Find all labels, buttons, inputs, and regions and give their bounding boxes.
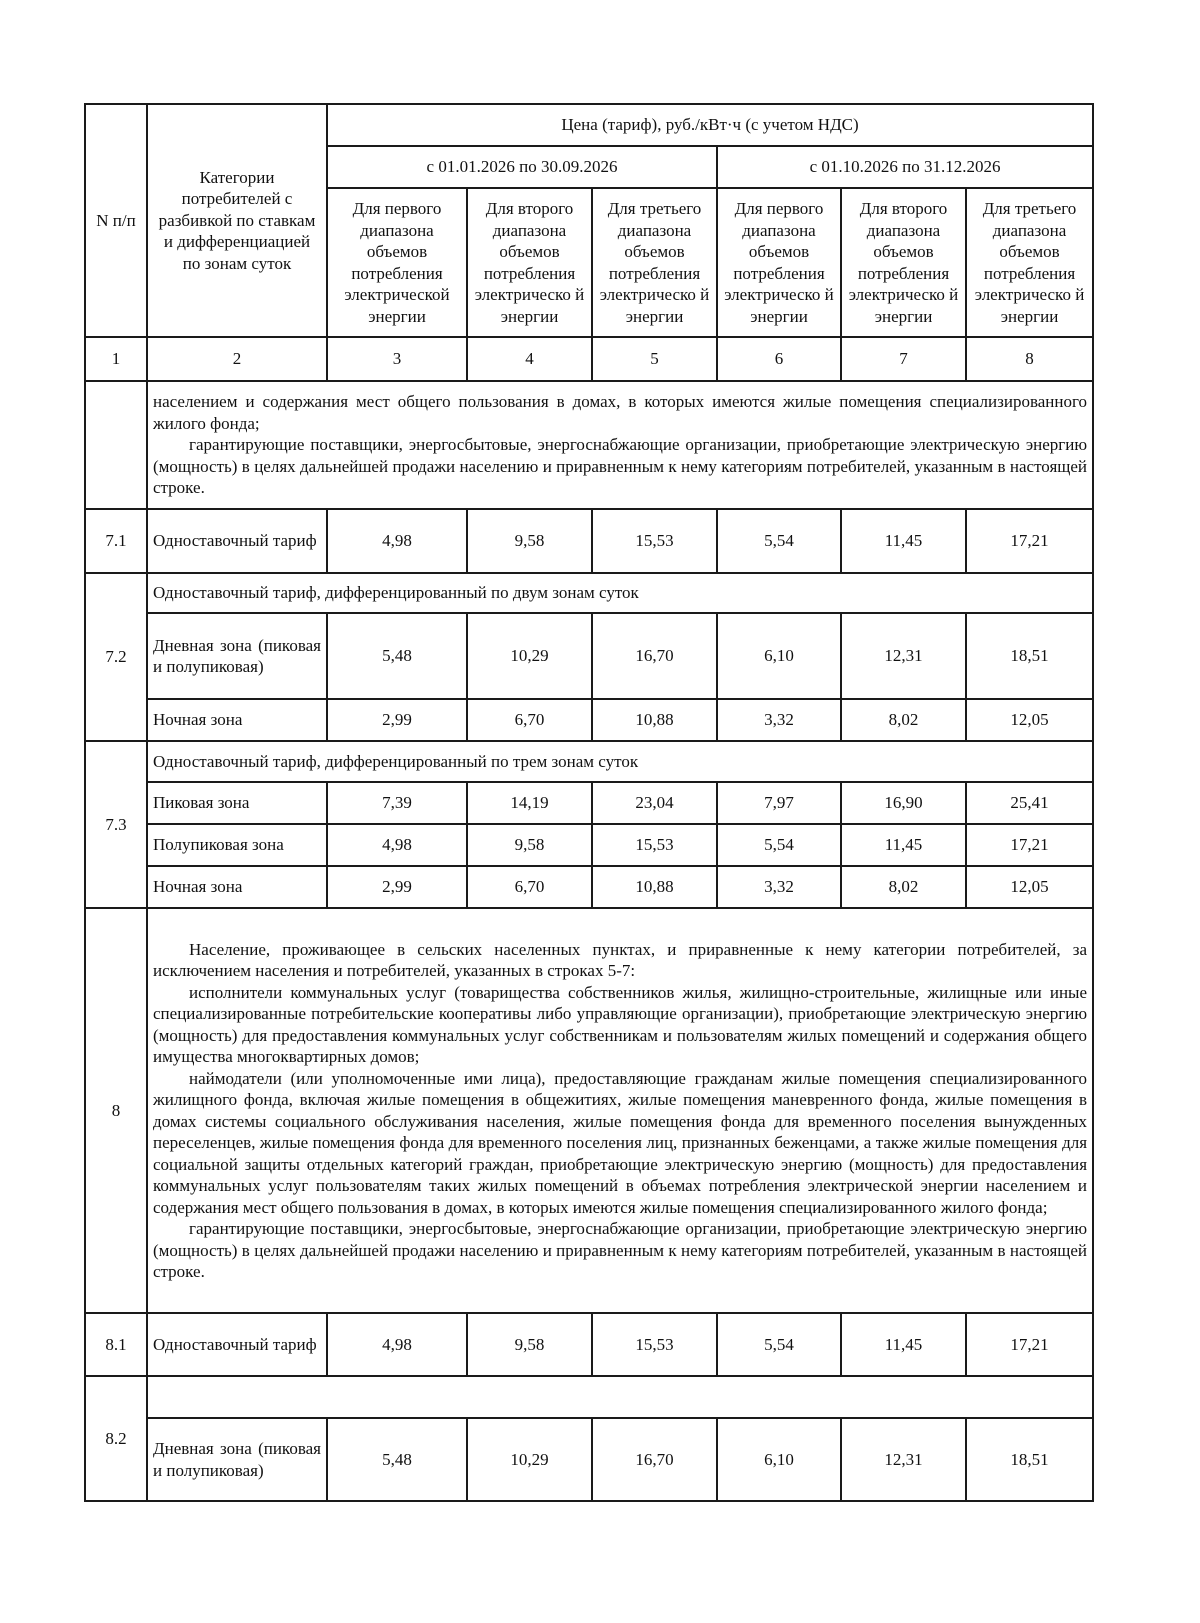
value-cell: 5,54 <box>717 824 841 866</box>
value-cell: 6,70 <box>467 699 592 741</box>
value-cell: 10,88 <box>592 699 717 741</box>
header-col: Для первого диапазона объемов потребления электрическо й энергии <box>717 188 841 337</box>
row-7-2-caption <box>85 573 1093 613</box>
value-cell: 6,10 <box>717 1418 841 1501</box>
row-label: Одноставочный тариф <box>147 509 327 573</box>
value-cell: 7,97 <box>717 782 841 824</box>
col-number: 2 <box>147 337 327 381</box>
header-period-2: с 01.10.2026 по 31.12.2026 <box>717 146 1093 188</box>
row-num: 7.1 <box>85 509 147 573</box>
row-num: 7.3 <box>85 741 147 908</box>
value-cell: 5,54 <box>717 509 841 573</box>
paragraph: гарантирующие поставщики, энергосбытовые, энергоснабжающие организации, приобретающие электрическую энергию (мощность) в целях дальнейшей продажи населению и приравненным к нему категориям потребителей, указанным в настоящей строке. <box>153 1219 1088 1281</box>
value-cell: 3,32 <box>717 866 841 908</box>
value-cell: 8,02 <box>841 699 966 741</box>
value-cell: 17,21 <box>966 509 1093 573</box>
value-cell: 12,05 <box>966 699 1093 741</box>
value-cell: 6,70 <box>467 866 592 908</box>
col-number: 8 <box>966 337 1093 381</box>
value-cell: 15,53 <box>592 509 717 573</box>
row-caption: Одноставочный тариф, дифференцированный по двум зонам суток <box>147 573 1093 613</box>
value-cell: 11,45 <box>841 1313 966 1376</box>
header-num: N п/п <box>85 104 147 337</box>
value-cell: 23,04 <box>592 782 717 824</box>
header-period-1: с 01.01.2026 по 30.09.2026 <box>327 146 717 188</box>
row-label: Дневная зона (пиковая и полупиковая) <box>147 1418 327 1501</box>
value-cell: 11,45 <box>841 509 966 573</box>
value-cell: 5,54 <box>717 1313 841 1376</box>
value-cell: 16,70 <box>592 1418 717 1501</box>
value-cell: 9,58 <box>467 509 592 573</box>
row-label: Одноставочный тариф <box>147 1313 327 1376</box>
paragraph: гарантирующие поставщики, энергосбытовые, энергоснабжающие организации, приобретающие электрическую энергию (мощность) в целях дальнейшей продажи населению и приравненным к нему категориям потребителей, указанным в настоящей строке. <box>153 435 1088 498</box>
row-caption: Одноставочный тариф, дифференцированный по трем зонам суток <box>147 741 1093 782</box>
value-cell: 7,39 <box>327 782 467 824</box>
row-7-1 <box>85 509 1093 573</box>
col-number: 1 <box>85 337 147 381</box>
value-cell: 10,88 <box>592 866 717 908</box>
value-cell: 16,90 <box>841 782 966 824</box>
value-cell: 10,29 <box>467 1418 592 1501</box>
row-num-empty <box>85 381 147 509</box>
row-label: Дневная зона (пиковая и полупиковая) <box>147 613 327 699</box>
row-num: 7.2 <box>85 573 147 741</box>
row-7-3-night <box>85 866 1093 908</box>
value-cell: 6,10 <box>717 613 841 699</box>
value-cell: 4,98 <box>327 1313 467 1376</box>
value-cell: 2,99 <box>327 699 467 741</box>
value-cell: 15,53 <box>592 1313 717 1376</box>
paragraph: исполнители коммунальных услуг (товарищества собственников жилья, жилищно-строительные, жилищные или иные специализированные потребительские кооперативы либо управляющие организации), приобретающие электрическую энергию (мощность) для предоставления коммунальных услуг собственникам и пользователям жилых помещений и содержания общего имущества многоквартирных домов; <box>153 982 1088 1066</box>
value-cell: 18,51 <box>966 1418 1093 1501</box>
value-cell: 9,58 <box>467 1313 592 1376</box>
header-price: Цена (тариф), руб./кВт·ч (с учетом НДС) <box>327 104 1093 146</box>
col-number: 4 <box>467 337 592 381</box>
header-col: Для второго диапазона объемов потребления электрическо й энергии <box>467 188 592 337</box>
value-cell: 12,31 <box>841 1418 966 1501</box>
row-num: 8 <box>85 908 147 1313</box>
row-7-2-day <box>85 613 1093 699</box>
value-cell: 4,98 <box>327 509 467 573</box>
value-cell: 4,98 <box>327 824 467 866</box>
row-label: Ночная зона <box>147 699 327 741</box>
value-cell: 2,99 <box>327 866 467 908</box>
row-7-3-peak <box>85 782 1093 824</box>
header-col: Для второго диапазона объемов потребления электрическо й энергии <box>841 188 966 337</box>
col-number: 3 <box>327 337 467 381</box>
row-8-2-caption <box>85 1376 1093 1418</box>
col-number: 6 <box>717 337 841 381</box>
paragraph: наймодатели (или уполномоченные ими лица), предоставляющие гражданам жилые помещения специализированного жилищного фонда, включая жилые помещения в общежитиях, жилые помещения маневренного фонда, жилые помещения в домах системы социального обслуживания населения, жилые помещения фонда для временного поселения вынужденных переселенцев, жилые помещения фонда для временного поселения лиц, признанных беженцами, а также жилые помещения для социальной защиты отдельных категорий граждан, приобретающие электрическую энергию (мощность) для предоставления коммунальных услуг пользователям таких жилых помещений в объемах потребления электрической энергии населением и содержания мест общего пользования в домах, в которых имеются жилые помещения специализированного жилого фонда; <box>153 1068 1088 1217</box>
value-cell: 15,53 <box>592 824 717 866</box>
col-number: 7 <box>841 337 966 381</box>
value-cell: 12,05 <box>966 866 1093 908</box>
value-cell: 5,48 <box>327 1418 467 1501</box>
value-cell: 16,70 <box>592 613 717 699</box>
header-category: Категории потребителей с разбивкой по ставкам и дифференциацией по зонам суток <box>147 104 327 337</box>
paragraph: Население, проживающее в сельских населенных пунктах, и приравненные к нему категории потребителей, за исключением населения и потребителей, указанных в строках 5-7: <box>153 939 1088 980</box>
value-cell: 18,51 <box>966 613 1093 699</box>
row-num: 8.1 <box>85 1313 147 1376</box>
row-8 <box>85 908 1093 1313</box>
row-8-1 <box>85 1313 1093 1376</box>
row-label: Пиковая зона <box>147 782 327 824</box>
value-cell: 17,21 <box>966 1313 1093 1376</box>
value-cell: 12,31 <box>841 613 966 699</box>
row-7-continuation <box>85 381 1093 509</box>
value-cell: 8,02 <box>841 866 966 908</box>
row-7-3-caption <box>85 741 1093 782</box>
header-col: Для первого диапазона объемов потребления электрической энергии <box>327 188 467 337</box>
row-8-2-day <box>85 1418 1093 1501</box>
value-cell: 3,32 <box>717 699 841 741</box>
value-cell: 11,45 <box>841 824 966 866</box>
value-cell: 9,58 <box>467 824 592 866</box>
value-cell: 25,41 <box>966 782 1093 824</box>
row-7-description <box>147 381 1093 509</box>
value-cell: 14,19 <box>467 782 592 824</box>
row-caption-empty <box>147 1376 1093 1418</box>
header-col: Для третьего диапазона объемов потребления электрическо й энергии <box>592 188 717 337</box>
column-numbers-row <box>85 337 1093 381</box>
row-8-description <box>147 908 1093 1313</box>
tariff-table <box>84 103 1094 1502</box>
row-num: 8.2 <box>85 1376 147 1501</box>
row-7-2-night <box>85 699 1093 741</box>
header-col: Для третьего диапазона объемов потребления электрическо й энергии <box>966 188 1093 337</box>
value-cell: 5,48 <box>327 613 467 699</box>
row-label: Ночная зона <box>147 866 327 908</box>
value-cell: 17,21 <box>966 824 1093 866</box>
value-cell: 10,29 <box>467 613 592 699</box>
row-label: Полупиковая зона <box>147 824 327 866</box>
paragraph: населением и содержания мест общего пользования в домах, в которых имеются жилые помещения специализированного жилого фонда; <box>153 392 1088 433</box>
col-number: 5 <box>592 337 717 381</box>
row-7-3-semipeak <box>85 824 1093 866</box>
